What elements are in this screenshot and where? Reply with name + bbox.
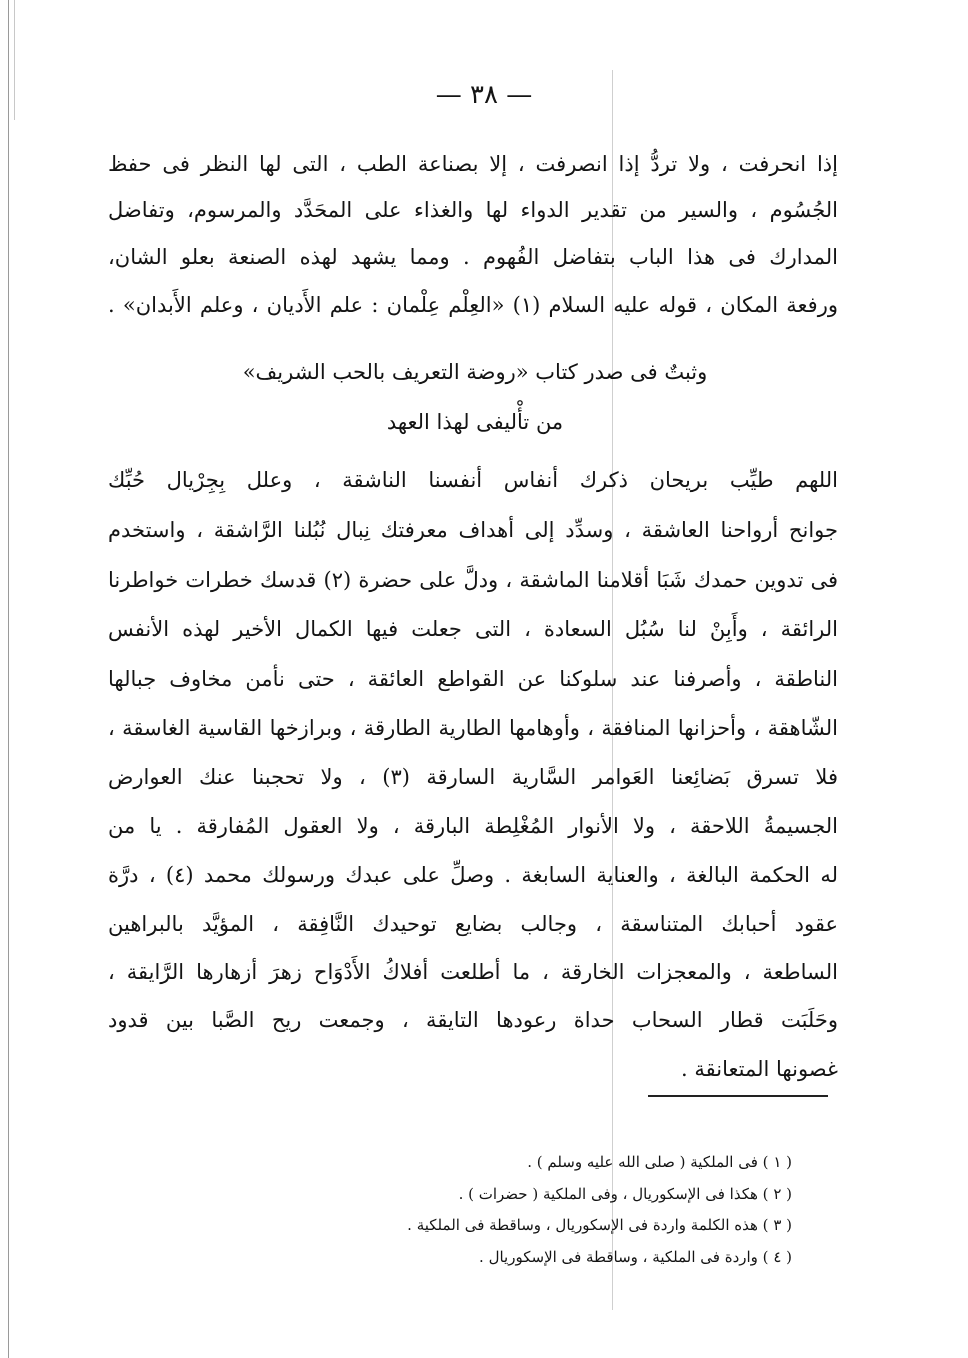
paragraph2-line: غصونها المتعانقة . <box>681 1057 838 1081</box>
footnote-separator <box>648 1095 828 1097</box>
footnote: ( ٢ ) هكذا فى الإسكوريال ، وفى الملكية ( حضرات ) . <box>458 1185 792 1203</box>
paragraph2-line: الساطعة ، والمعجزات الخارقة ، ما أطلعت أفلاكُ الأَدْوَاح زهرَ أزهارها الرَّايقة ، <box>108 960 838 984</box>
paragraph2-line: الجسيمةُ اللاحقة ، ولا الأنوار المُغْلِطة البارقة ، ولا العقول المُفارقة . يا من <box>108 814 838 838</box>
paragraph2-line: وحَلَبَت قطار السحاب حداة رعودها التايقة ، وجمعت ريح الصَّبا بين قدود <box>108 1008 838 1032</box>
page-number: — ٣٨ — <box>435 80 533 110</box>
paragraph1-line: المدارك فى هذا الباب بتفاضل الفُهوم . ومما يشهد لهذه الصنعة بعلو الشان، <box>108 245 838 269</box>
section-heading-line: من تأْليفى لهذا العهد <box>386 410 564 434</box>
binding-edge-line <box>8 0 9 1358</box>
paragraph1-line: ورفعة المكان ، قوله عليه السلام (١) «العِلْم عِلْمان : علم الأَديان ، وعلم الأَبدان» . <box>108 293 838 317</box>
paragraph2-line: عقود أحبابك المتناسقة ، وجالب بضايع توحيدك النَّافِقة ، المؤيَّد بالبراهين <box>108 912 838 936</box>
paragraph2-line: فى تدوين حمدك شَبَا أقلامنا الماشقة ، ودلَّ على حضرة (٢) قدسك خطرات خواطرنا <box>108 568 839 592</box>
footnote: ( ١ ) فى الملكية ( صلى الله عليه وسلم ) . <box>527 1153 792 1171</box>
paragraph2-line: الناطقة ، وأصرفنا عند سلوكنا عن القواطع العائقة ، حتى نأمن مخاوف جبالها <box>108 667 838 691</box>
section-heading-line: وثبتٌ فى صدر كتاب «روضة التعريف بالحب الشريف» <box>242 360 708 384</box>
paragraph2-line: فلا تسرق بَضائِعنا العَوامر السَّارية السارقة (٣) ، ولا تحجبنا عنك العوارض <box>108 765 839 789</box>
footnote: ( ٤ ) واردة فى الملكية ، وساقطة فى الإسكوريال . <box>479 1248 792 1266</box>
paragraph2-line: الرائقة ، وأَبِنْ لنا سُبُل السعادة ، التى جعلت فيها الكمال الأخير لهذه الأنفس <box>108 617 838 641</box>
paragraph2-line: له الحكمة البالغة ، والعناية السابغة . وصلِّ على عبدك ورسولك محمد (٤) ، درَّة <box>108 863 838 887</box>
paragraph1-line: الجُسُوم ، والسير من تقدير الدواء لها والغذاء على المحَدَّد والمرسوم، وتفاضل <box>108 198 838 222</box>
footnote: ( ٣ ) هذه الكلمة واردة فى الإسكوريال ، وساقطة فى الملكية . <box>407 1216 792 1234</box>
paragraph2-line: جوانح أرواحنا العاشقة ، وسدِّد إلى أهداف معرفتك نِبال نُبُلنا الرَّاشقة ، واستخدم <box>108 518 838 542</box>
paragraph2-line: الشّاهقة ، وأحزانها المنافقة ، وأوهامها الطارية الطارقة ، وبرازخها القاسية الغاسقة ، <box>108 716 838 740</box>
paragraph2-line: اللهم طيِّب بريحان ذكرك أنفاس أنفسنا الناشقة ، وعلل بِجِرْيال حُبِّك <box>108 468 838 492</box>
paragraph1-line: إذا انحرفت ، ولا تردُّ إذا انصرفت ، إلا بصناعة الطب ، التى لها النظر فى حفظ <box>108 152 838 176</box>
